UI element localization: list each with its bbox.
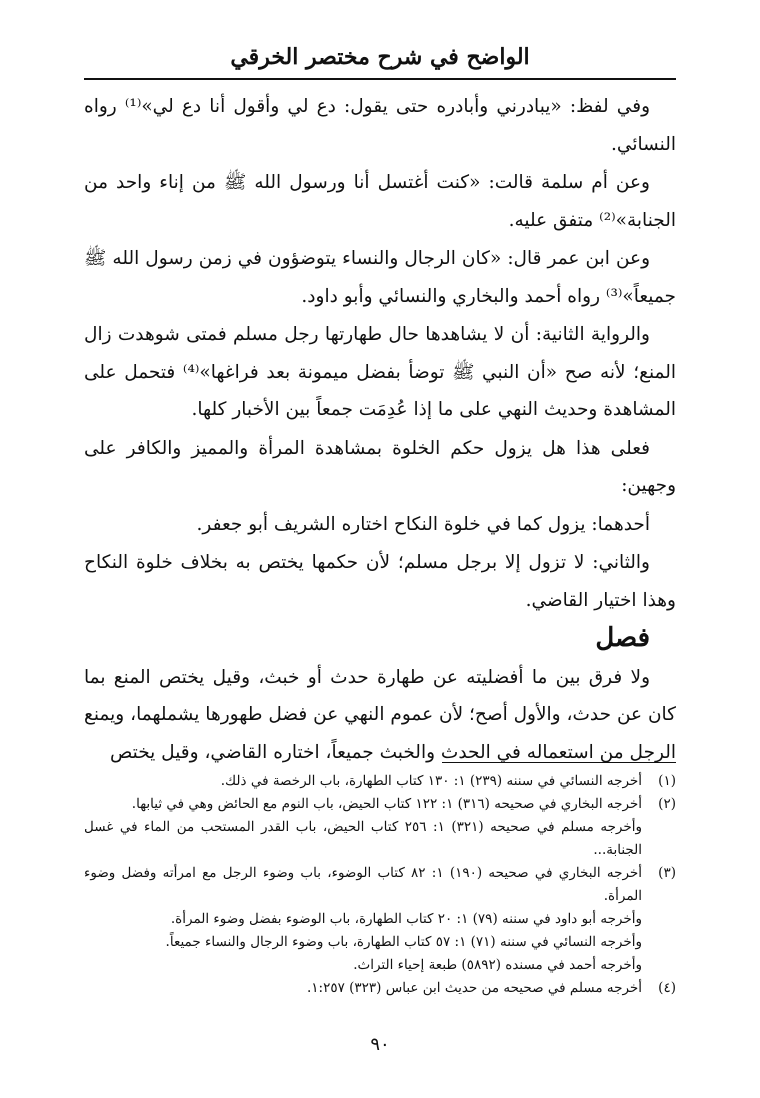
paragraph: وعن ابن عمر قال: «كان الرجال والنساء يتوضؤون في زمن رسول الله ﷺ جميعاً»⁽³⁾ رواه أحمد والبخاري والنسائي وأبو داود. <box>84 248 676 307</box>
footnote-2 <box>84 793 676 816</box>
footnote-3 <box>84 862 676 908</box>
footnote-text: وأخرجه النسائي في سننه (٧١) ١: ٥٧ كتاب الطهارة، باب وضوء الرجال والنساء جميعاً. <box>165 934 642 950</box>
footnote-text: أخرجه النسائي في سننه (٢٣٩) ١: ١٣٠ كتاب الطهارة، باب الرخصة في ذلك. <box>220 773 642 789</box>
footnote-number: (٢) <box>658 796 676 812</box>
paragraph: أحدهما: يزول كما في خلوة النكاح اختاره الشريف أبو جعفر. <box>196 513 650 535</box>
paragraph: والرواية الثانية: أن لا يشاهدها حال طهارتها رجل مسلم فمتى شوهدت زال المنع؛ لأنه صح «أن النبي ﷺ توضأ بفضل ميمونة بعد فراغها»⁽⁴⁾ فتحمل على المشاهدة وحديث النهي على ما إذا عُدِمَت جمعاً بين الأخبار كلها. <box>84 324 676 420</box>
footnotes <box>84 770 676 1000</box>
footnote-text: أخرجه البخاري في صحيحه (٣١٦) ١: ١٢٢ كتاب الحيض، باب النوم مع الحائض وهي في ثيابها. <box>131 796 642 812</box>
main-text <box>84 88 676 772</box>
footnote-number: (١) <box>658 773 676 789</box>
footnote-text: أخرجه مسلم في صحيحه من حديث ابن عباس (٣٢٣) ١:٢٥٧. <box>306 980 642 996</box>
header-rule <box>84 78 676 80</box>
paragraph: وعن أم سلمة قالت: «كنت أغتسل أنا ورسول الله ﷺ من إناء واحد من الجنابة»⁽²⁾ متفق عليه. <box>84 172 676 231</box>
footnote-text: وأخرجه مسلم في صحيحه (٣٢١) ١: ٢٥٦ كتاب الحيض، باب القدر المستحب من الماء في غسل الجنابة... <box>84 819 642 858</box>
footnote-number: (٣) <box>658 865 676 881</box>
footnote-text: وأخرجه أبو داود في سننه (٧٩) ١: ٢٠ كتاب الطهارة، باب الوضوء بفضل وضوء المرأة. <box>170 911 642 927</box>
footnote-4 <box>84 977 676 1000</box>
footnote-rule <box>442 762 676 763</box>
paragraph: ولا فرق بين ما أفضليته عن طهارة حدث أو خبث، وقيل يختص المنع بما كان عن حدث، والأول أصح؛ لأن عموم النهي عن فضل طهورها يشملهما، ويمنع الرجل من استعماله في الحدث والخبث جميعاً، اختاره القاضي، وقيل يختص <box>84 666 676 763</box>
paragraph: فعلى هذا هل يزول حكم الخلوة بمشاهدة المرأة والمميز والكافر على وجهين: <box>84 437 676 496</box>
page-number: ٩٠ <box>370 1034 390 1055</box>
paragraph: والثاني: لا تزول إلا برجل مسلم؛ لأن حكمها يختص به بخلاف خلوة النكاح وهذا اختيار القاضي. <box>84 552 676 611</box>
paragraph: وفي لفظ: «يبادرني وأبادره حتى يقول: دع لي وأقول أنا دع لي»⁽¹⁾ رواه النسائي. <box>84 96 676 155</box>
section-heading: فصل <box>595 623 650 653</box>
footnote-text: أخرجه البخاري في صحيحه (١٩٠) ١: ٨٢ كتاب الوضوء، باب وضوء الرجل مع امرأته وفضل وضوء المرأة. <box>84 865 643 904</box>
footnote-number: (٤) <box>658 980 676 996</box>
running-header: الواضح في شرح مختصر الخرقي <box>230 44 530 70</box>
footnote-1 <box>84 770 676 793</box>
footnote-text: وأخرجه أحمد في مسنده (٥٨٩٢) طبعة إحياء التراث. <box>353 957 642 973</box>
